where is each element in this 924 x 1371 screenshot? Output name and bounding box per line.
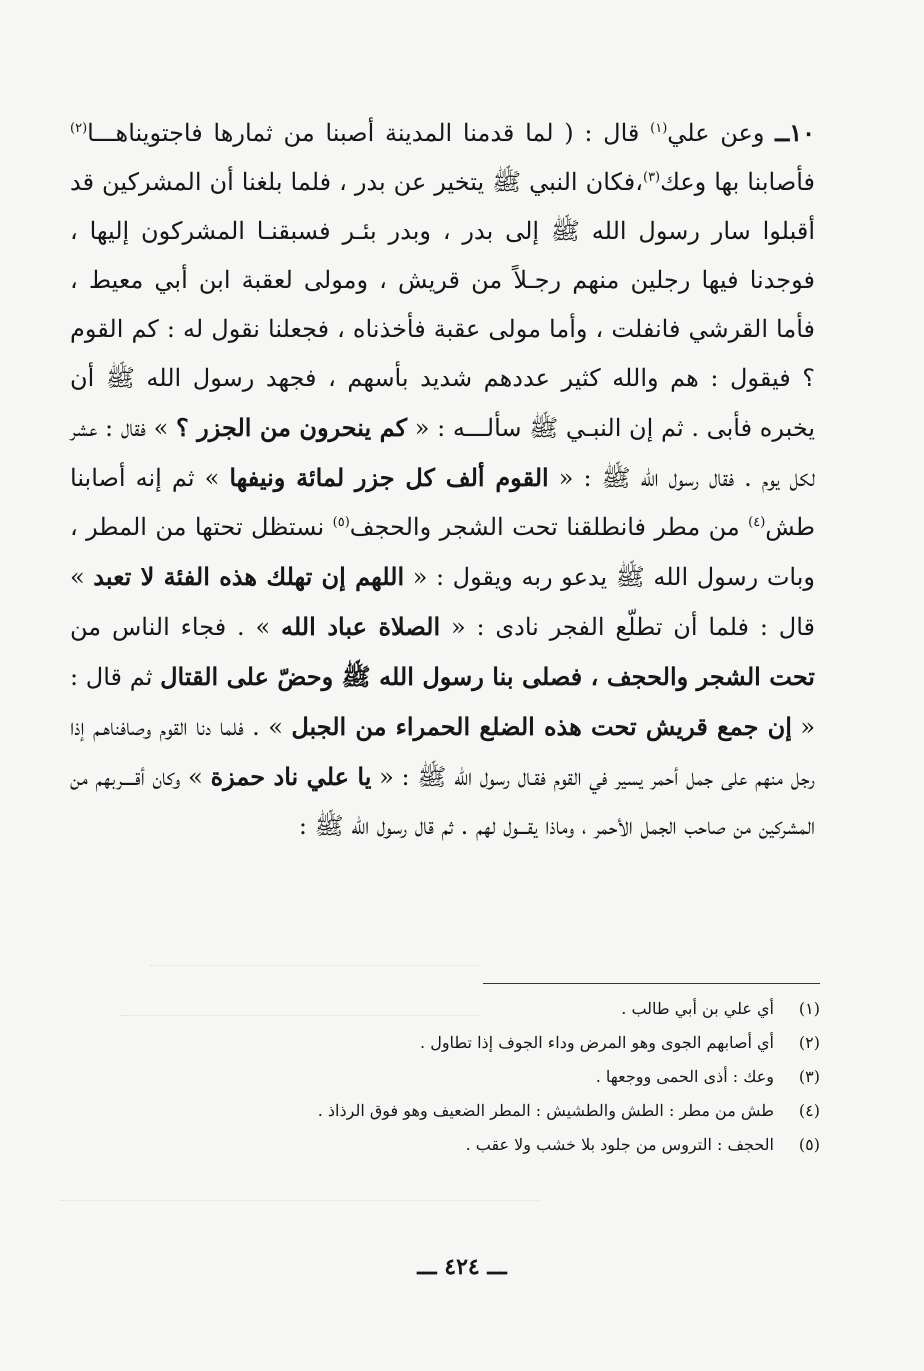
bleed-through-text	[150, 965, 480, 968]
quoted-speech: إن جمع قريش تحت هذه الضلع الحمراء من الجبل	[291, 712, 792, 741]
footnote-text: أي علي بن أبي طالب .	[621, 999, 774, 1018]
quoted-speech: اللهم إن تهلك هذه الفئة لا تعبد	[93, 562, 405, 591]
text-run: نستظل تحتها من المطر ، وبات رسول الله ﷺ يدعو ربه ويقول : «	[70, 513, 815, 591]
paragraph-content	[70, 119, 815, 840]
footnote-item	[150, 1026, 820, 1060]
footnote-text: أي أصابهم الجوى وهو المرض وداء الجوف إذا تطاول .	[420, 1033, 774, 1052]
main-text	[70, 108, 815, 851]
text-run: وعن علي	[667, 119, 776, 147]
quoted-speech: كم ينحرون من الجزر ؟	[175, 413, 408, 442]
text-run: ،فكان النبي ﷺ يتخير عن بدر ، فلما بلغنا أن المشركين قد أقبلوا سار رسول الله ﷺ إلى بدر ، وبدر بئـر فسبقنـا المشركون إليها ، فوجدنا فيها رجلين منهم رجـلاً من قريش ، ومولى لعقبة ابن أبي معيط ، فأما القرشي فانفلت ، وأما مولى عقبة فأخذناه ، فجعلنا نقول له : كم القوم ؟ فيقول : هم والله كثير عددهم شديد بأسهم ، فجهد رسول الله ﷺ أن يخبره فأبى . ثم إن النبـي ﷺ سألـــه : «	[70, 168, 816, 442]
item-number: ١٠ــ	[775, 118, 815, 147]
footnote-number: (٢)	[798, 1033, 820, 1052]
text-run: من مطر فانطلقنا تحت الشجر والحجف	[349, 513, 749, 541]
text-run: ثم قال : «	[70, 663, 816, 741]
page-number: ـــ ٤٢٤ ـــ	[417, 1254, 507, 1280]
footnote-separator	[483, 983, 820, 984]
text-run: » ثم إنه أصابنا طش	[70, 464, 815, 541]
footnote-ref: (٢)	[70, 121, 88, 136]
text-run: » . فلما دنا القوم وصافناهـم إذا رجل منهم على جمل أحمر يسير في القوم فقـال رسول الله ﷺ : «	[70, 713, 815, 791]
footnote-ref: (٣)	[642, 170, 661, 185]
footnote-number: (٤)	[798, 1101, 820, 1120]
quoted-speech: يا علي ناد حمزة	[210, 762, 372, 791]
text-run: » فقال : عشر لكل يوم . فقال رسول الله ﷺ : «	[70, 414, 815, 492]
footnote-number: (١)	[798, 999, 820, 1018]
text-run: » وكان أقــــربهم من المشركين من صاحب الجمل الأحمر ، وماذا يقـــول لهم . ثم قال رسول الله ﷺ :	[70, 763, 815, 840]
footnote-number: (٥)	[798, 1135, 820, 1154]
quoted-speech: تحت الشجر والحجف ، فصلى بنا رسول الله ﷺ وحضّ على القتال	[160, 662, 815, 691]
bleed-through-text	[60, 1200, 540, 1203]
footnote-ref: (١)	[650, 121, 668, 136]
quoted-speech: القوم ألف كل جزر لمائة ونيفها	[229, 463, 549, 492]
text-run: » . فجاء الناس من	[70, 613, 281, 641]
text-run: » قال : فلما أن تطلّع الفجر نادى : «	[70, 563, 815, 641]
footnote-text: الحجف : التروس من جلود بلا خشب ولا عقب .	[465, 1135, 774, 1154]
footnote-item	[150, 992, 820, 1026]
quoted-speech: الصلاة عباد الله	[280, 612, 441, 641]
footnote-text: طش من مطر : الطش والطشيش : المطر الضعيف وهو فوق الرذاذ .	[317, 1101, 774, 1120]
hadith-paragraph	[70, 108, 815, 851]
footnote-ref: (٥)	[332, 515, 350, 530]
footnote-item	[150, 1060, 820, 1094]
footnote-number: (٣)	[798, 1067, 820, 1086]
footnote-text: وعك : أذى الحمى ووجعها .	[595, 1067, 774, 1086]
footnote-ref: (٤)	[748, 515, 766, 530]
footnotes	[150, 992, 820, 1162]
text-run: قال : ( لما قدمنا المدينة أصبنا من ثمارها فاجتويناهـــا	[87, 119, 651, 147]
footnote-item	[150, 1094, 820, 1128]
text-run: فأصابنا بها وعك	[660, 168, 815, 196]
footnote-item	[150, 1128, 820, 1162]
